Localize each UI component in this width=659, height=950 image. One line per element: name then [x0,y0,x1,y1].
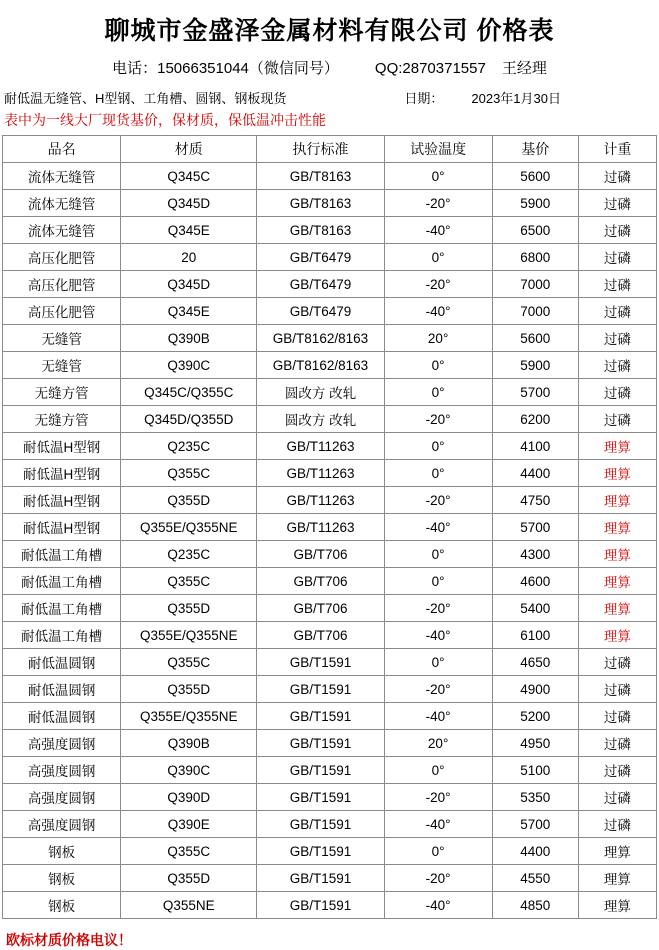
cell-temperature: -40° [384,703,492,730]
cell-price: 4750 [492,487,578,514]
cell-material: Q390E [121,811,257,838]
cell-standard: GB/T1591 [257,865,384,892]
cell-material: Q235C [121,541,257,568]
table-header-row [3,136,657,163]
contact-phone: 电话：15066351044（微信同号） [112,60,339,77]
cell-weighing: 过磷 [578,406,656,433]
table-row [3,487,657,514]
cell-standard: GB/T706 [257,541,384,568]
cell-price: 4400 [492,838,578,865]
cell-price: 5700 [492,811,578,838]
cell-temperature: -40° [384,217,492,244]
cell-weighing: 过磷 [578,298,656,325]
cell-standard: GB/T1591 [257,703,384,730]
cell-weighing: 理算 [578,568,656,595]
table-row [3,676,657,703]
table-row [3,244,657,271]
cell-price: 4400 [492,460,578,487]
table-row [3,892,657,919]
cell-weighing: 过磷 [578,163,656,190]
cell-price: 6100 [492,622,578,649]
cell-price: 5100 [492,757,578,784]
cell-material: Q390D [121,784,257,811]
table-row [3,460,657,487]
cell-temperature: -20° [384,190,492,217]
cell-material: Q390B [121,730,257,757]
cell-name: 耐低温H型钢 [3,433,121,460]
cell-weighing: 过磷 [578,379,656,406]
cell-standard: GB/T1591 [257,784,384,811]
cell-material: Q355C [121,460,257,487]
cell-weighing: 过磷 [578,811,656,838]
cell-standard: GB/T8163 [257,190,384,217]
cell-temperature: 20° [384,325,492,352]
cell-price: 5900 [492,352,578,379]
cell-weighing: 过磷 [578,730,656,757]
cell-standard: GB/T6479 [257,244,384,271]
cell-weighing: 过磷 [578,676,656,703]
cell-name: 无缝管 [3,352,121,379]
table-row [3,541,657,568]
cell-material: Q390C [121,352,257,379]
cell-name: 耐低温H型钢 [3,514,121,541]
cell-weighing: 过磷 [578,784,656,811]
cell-price: 4850 [492,892,578,919]
cell-material: Q390B [121,325,257,352]
cell-weighing: 过磷 [578,244,656,271]
cell-price: 6800 [492,244,578,271]
cell-name: 钢板 [3,865,121,892]
date-block [404,88,653,107]
cell-name: 耐低温工角槽 [3,541,121,568]
cell-temperature: -40° [384,811,492,838]
cell-price: 4600 [492,568,578,595]
cell-temperature: -20° [384,487,492,514]
table-row [3,163,657,190]
table-row [3,190,657,217]
cell-name: 无缝管 [3,325,121,352]
cell-material: Q355D [121,595,257,622]
cell-weighing: 过磷 [578,271,656,298]
column-header-name: 品名 [3,136,121,163]
cell-material: Q355NE [121,892,257,919]
cell-material: Q345D [121,190,257,217]
cell-standard: GB/T1591 [257,649,384,676]
cell-material: Q355D [121,487,257,514]
cell-name: 高压化肥管 [3,271,121,298]
cell-standard: GB/T11263 [257,514,384,541]
cell-price: 4100 [492,433,578,460]
cell-temperature: 0° [384,244,492,271]
cell-price: 7000 [492,298,578,325]
cell-weighing: 过磷 [578,325,656,352]
table-row [3,433,657,460]
cell-name: 耐低温H型钢 [3,460,121,487]
cell-weighing: 理算 [578,595,656,622]
cell-name: 流体无缝管 [3,217,121,244]
cell-temperature: -40° [384,892,492,919]
table-row [3,217,657,244]
cell-temperature: 0° [384,379,492,406]
contact-qq: QQ:2870371557 [374,60,486,77]
cell-standard: GB/T8162/8163 [257,352,384,379]
cell-weighing: 理算 [578,514,656,541]
table-row [3,757,657,784]
contact-person: 王经理 [501,60,547,77]
cell-material: 20 [121,244,257,271]
cell-price: 5350 [492,784,578,811]
cell-standard: GB/T6479 [257,271,384,298]
table-row [3,352,657,379]
cell-weighing: 理算 [578,541,656,568]
cell-weighing: 过磷 [578,649,656,676]
cell-material: Q355C [121,649,257,676]
cell-name: 耐低温工角槽 [3,568,121,595]
column-header-weighing: 计重 [578,136,656,163]
cell-name: 耐低温H型钢 [3,487,121,514]
cell-temperature: -40° [384,298,492,325]
cell-name: 高强度圆钢 [3,784,121,811]
cell-price: 5700 [492,514,578,541]
cell-standard: GB/T1591 [257,892,384,919]
cell-temperature: 0° [384,433,492,460]
table-row [3,271,657,298]
cell-material: Q345E [121,298,257,325]
cell-material: Q345D [121,271,257,298]
cell-name: 流体无缝管 [3,163,121,190]
table-row [3,568,657,595]
cell-weighing: 理算 [578,433,656,460]
cell-standard: GB/T1591 [257,757,384,784]
cell-name: 流体无缝管 [3,190,121,217]
cell-temperature: 20° [384,730,492,757]
cell-material: Q355C [121,838,257,865]
cell-price: 5200 [492,703,578,730]
cell-name: 高强度圆钢 [3,730,121,757]
cell-temperature: -20° [384,271,492,298]
table-row [3,703,657,730]
cell-price: 5600 [492,163,578,190]
cell-price: 7000 [492,271,578,298]
cell-temperature: 0° [384,541,492,568]
cell-standard: GB/T11263 [257,487,384,514]
table-row [3,514,657,541]
table-row [3,406,657,433]
cell-weighing: 过磷 [578,757,656,784]
cell-standard: GB/T11263 [257,460,384,487]
cell-temperature: 0° [384,757,492,784]
cell-price: 4300 [492,541,578,568]
cell-weighing: 理算 [578,865,656,892]
cell-material: Q355D [121,865,257,892]
cell-standard: GB/T706 [257,568,384,595]
cell-weighing: 理算 [578,622,656,649]
table-row [3,811,657,838]
cell-name: 高强度圆钢 [3,757,121,784]
table-row [3,865,657,892]
contact-row [0,51,659,84]
cell-name: 高压化肥管 [3,298,121,325]
cell-price: 5900 [492,190,578,217]
cell-standard: 圆改方 改轧 [257,406,384,433]
cell-name: 耐低温工角槽 [3,595,121,622]
cell-temperature: 0° [384,460,492,487]
table-row [3,595,657,622]
cell-material: Q355E/Q355NE [121,514,257,541]
cell-name: 无缝方管 [3,406,121,433]
footer-note: 欧标材质价格电议！ [6,932,132,948]
table-row [3,622,657,649]
cell-temperature: -20° [384,595,492,622]
cell-standard: GB/T706 [257,595,384,622]
cell-price: 5400 [492,595,578,622]
page-title: 聊城市金盛泽金属材料有限公司 价格表 [104,17,555,45]
cell-price: 6500 [492,217,578,244]
table-row [3,379,657,406]
cell-standard: 圆改方 改轧 [257,379,384,406]
date-value: 2023年1月30日 [471,91,561,106]
cell-material: Q355C [121,568,257,595]
cell-standard: GB/T1591 [257,811,384,838]
cell-temperature: -20° [384,406,492,433]
cell-name: 钢板 [3,838,121,865]
cell-weighing: 过磷 [578,352,656,379]
cell-material: Q355E/Q355NE [121,703,257,730]
cell-standard: GB/T1591 [257,838,384,865]
table-body [3,163,657,919]
cell-temperature: -40° [384,622,492,649]
cell-material: Q390C [121,757,257,784]
cell-weighing: 理算 [578,460,656,487]
cell-price: 5600 [492,325,578,352]
cell-weighing: 理算 [578,892,656,919]
cell-name: 无缝方管 [3,379,121,406]
column-header-price: 基价 [492,136,578,163]
price-basis-note: 表中为一线大厂现货基价，保材质，保低温冲击性能 [4,112,326,128]
cell-temperature: 0° [384,568,492,595]
cell-name: 耐低温工角槽 [3,622,121,649]
cell-name: 耐低温圆钢 [3,703,121,730]
cell-standard: GB/T1591 [257,730,384,757]
cell-weighing: 过磷 [578,190,656,217]
table-row [3,298,657,325]
cell-temperature: -40° [384,514,492,541]
cell-material: Q235C [121,433,257,460]
stock-and-date-row [0,84,659,108]
cell-temperature: 0° [384,163,492,190]
cell-price: 4950 [492,730,578,757]
cell-standard: GB/T8163 [257,217,384,244]
price-table [2,135,657,919]
cell-weighing: 过磷 [578,217,656,244]
cell-name: 钢板 [3,892,121,919]
cell-standard: GB/T706 [257,622,384,649]
cell-material: Q355D [121,676,257,703]
cell-temperature: 0° [384,838,492,865]
cell-material: Q345E [121,217,257,244]
column-header-temperature: 试验温度 [384,136,492,163]
cell-weighing: 过磷 [578,703,656,730]
stock-summary: 耐低温无缝管、H型钢、工角槽、圆钢、钢板现货 [4,91,287,106]
cell-name: 耐低温圆钢 [3,676,121,703]
cell-standard: GB/T1591 [257,676,384,703]
cell-name: 高压化肥管 [3,244,121,271]
table-row [3,838,657,865]
cell-name: 高强度圆钢 [3,811,121,838]
cell-standard: GB/T8163 [257,163,384,190]
cell-temperature: -20° [384,865,492,892]
cell-weighing: 理算 [578,487,656,514]
cell-material: Q345C [121,163,257,190]
cell-temperature: -20° [384,676,492,703]
cell-price: 4650 [492,649,578,676]
cell-material: Q345D/Q355D [121,406,257,433]
cell-price: 5700 [492,379,578,406]
cell-temperature: 0° [384,352,492,379]
column-header-standard: 执行标准 [257,136,384,163]
table-row [3,730,657,757]
cell-temperature: 0° [384,649,492,676]
table-row [3,784,657,811]
column-header-material: 材质 [121,136,257,163]
cell-standard: GB/T11263 [257,433,384,460]
cell-name: 耐低温圆钢 [3,649,121,676]
cell-price: 4550 [492,865,578,892]
cell-material: Q355E/Q355NE [121,622,257,649]
cell-price: 4900 [492,676,578,703]
table-row [3,649,657,676]
cell-material: Q345C/Q355C [121,379,257,406]
date-label: 日期： [404,91,444,106]
cell-price: 6200 [492,406,578,433]
cell-standard: GB/T8162/8163 [257,325,384,352]
cell-temperature: -20° [384,784,492,811]
table-row [3,325,657,352]
cell-weighing: 理算 [578,838,656,865]
cell-standard: GB/T6479 [257,298,384,325]
